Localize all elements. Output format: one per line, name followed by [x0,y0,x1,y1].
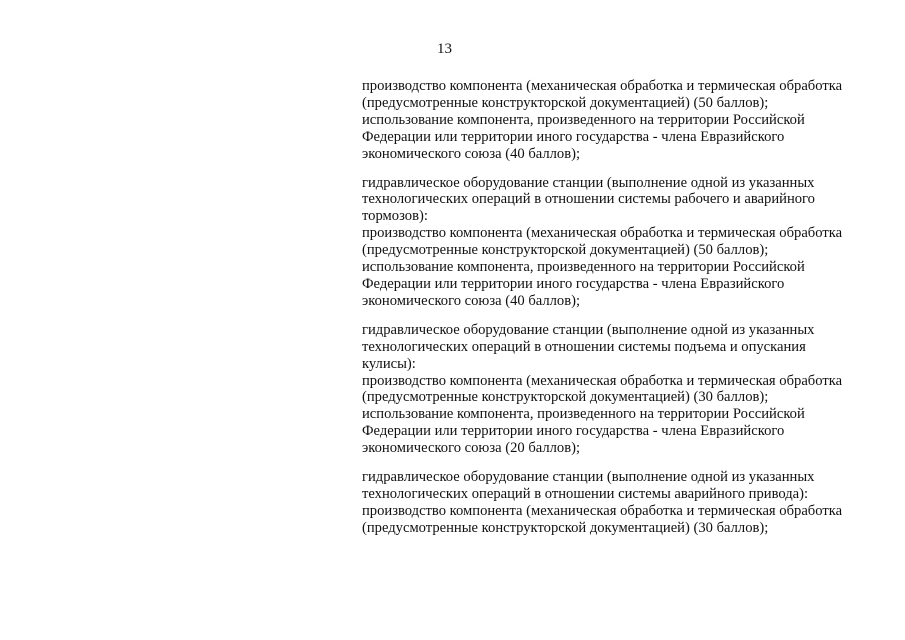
text-line: (предусмотренные конструкторской документацией) (30 баллов); [362,389,769,406]
text-line: кулисы): [362,355,416,372]
text-line: экономического союза (40 баллов); [362,145,581,162]
paragraph [362,469,882,537]
text-line: гидравлическое оборудование станции (выполнение одной из указанных [362,321,815,338]
text-line: (предусмотренные конструкторской документацией) (50 баллов); [362,242,769,259]
text-line: производство компонента (механическая обработка и термическая обработка [362,372,843,389]
text-line: экономического союза (40 баллов); [362,292,581,309]
paragraph [362,322,882,457]
text-line: технологических операций в отношении системы подъема и опускания [362,338,806,355]
page-number: 13 [437,41,452,57]
text-line: Федерации или территории иного государства - члена Евразийского [362,128,785,145]
text-line: гидравлическое оборудование станции (выполнение одной из указанных [362,174,815,191]
text-line: использование компонента, произведенного на территории Российской [362,111,805,128]
text-line: технологических операций в отношении системы рабочего и аварийного [362,191,815,208]
text-line: гидравлическое оборудование станции (выполнение одной из указанных [362,469,815,486]
document-body [362,78,882,549]
text-line: Федерации или территории иного государства - члена Евразийского [362,275,785,292]
text-line: (предусмотренные конструкторской документацией) (30 баллов); [362,519,769,536]
text-line: технологических операций в отношении системы аварийного привода): [362,485,809,502]
text-line: производство компонента (механическая обработка и термическая обработка [362,78,843,94]
text-line: производство компонента (механическая обработка и термическая обработка [362,502,843,519]
text-line: использование компонента, произведенного на территории Российской [362,406,805,423]
paragraph [362,175,882,310]
text-line: Федерации или территории иного государства - члена Евразийского [362,423,785,440]
paragraph [362,78,882,163]
text-line: (предусмотренные конструкторской документацией) (50 баллов); [362,94,769,111]
text-line: использование компонента, произведенного на территории Российской [362,259,805,276]
text-line: производство компонента (механическая обработка и термическая обработка [362,225,843,242]
text-line: тормозов): [362,208,428,225]
text-line: экономического союза (20 баллов); [362,440,581,457]
